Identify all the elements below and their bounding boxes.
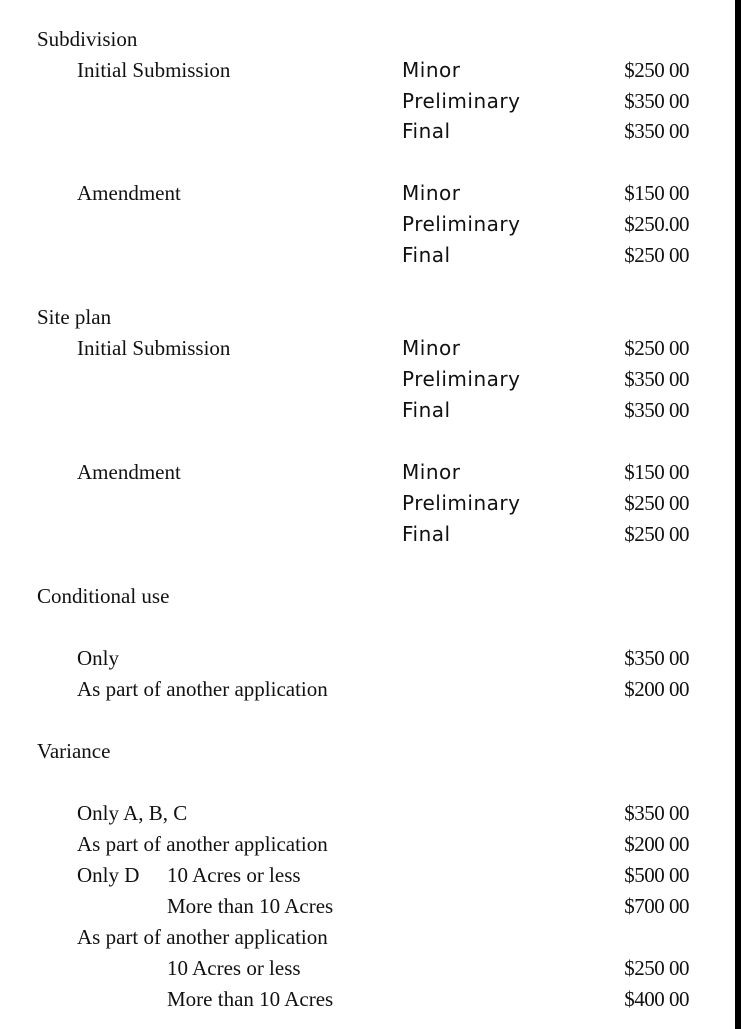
fee-row <box>0 829 735 860</box>
fee-amount: $350 00 <box>624 801 689 825</box>
level-label: Final <box>402 243 451 267</box>
fee-row <box>0 953 735 984</box>
fee-amount: $150 00 <box>624 181 689 205</box>
sub-item-label: More than 10 Acres <box>167 894 334 918</box>
section-heading-subdivision <box>0 24 735 55</box>
fee-row <box>0 674 735 705</box>
fee-row <box>0 488 735 519</box>
fee-amount: $200 00 <box>624 832 689 856</box>
level-label: Final <box>402 119 451 143</box>
section-title: Conditional use <box>37 584 170 608</box>
level-label: Minor <box>402 58 461 82</box>
fee-amount: $250 00 <box>624 956 689 980</box>
level-label: Final <box>402 398 451 422</box>
level-label: Minor <box>402 460 461 484</box>
section-heading-site-plan <box>0 302 735 333</box>
item-label: As part of another application <box>77 677 328 701</box>
fee-amount: $250 00 <box>624 522 689 546</box>
fee-amount: $250 00 <box>624 336 689 360</box>
item-label: Only <box>77 646 119 670</box>
item-label: Amendment <box>77 460 181 484</box>
sub-item-label: 10 Acres or less <box>167 956 301 980</box>
fee-amount: $500 00 <box>624 863 689 887</box>
item-label: Only A, B, C <box>77 801 188 825</box>
section-heading-conditional-use <box>0 581 735 612</box>
sub-item-label: More than 10 Acres <box>167 987 334 1011</box>
section-title: Variance <box>37 739 111 763</box>
fee-row <box>0 643 735 674</box>
fee-amount: $150 00 <box>624 460 689 484</box>
fee-row <box>0 519 735 550</box>
fee-amount: $250 00 <box>624 58 689 82</box>
fee-amount: $350 00 <box>624 367 689 391</box>
sub-item-label: 10 Acres or less <box>167 863 301 887</box>
fee-amount: $250.00 <box>624 212 689 236</box>
level-label: Preliminary <box>402 491 521 515</box>
fee-amount: $350 00 <box>624 119 689 143</box>
fee-amount: $350 00 <box>624 646 689 670</box>
item-label: As part of another application <box>77 925 328 949</box>
item-label: Initial Submission <box>77 58 231 82</box>
fee-row <box>0 55 735 86</box>
fee-row <box>0 395 735 426</box>
right-border-rule <box>735 0 741 1029</box>
fee-amount: $700 00 <box>624 894 689 918</box>
level-label: Preliminary <box>402 367 521 391</box>
fee-row <box>0 860 735 891</box>
fee-row <box>0 798 735 829</box>
section-heading-variance <box>0 736 735 767</box>
fee-row <box>0 240 735 271</box>
item-label: Amendment <box>77 181 181 205</box>
item-label: Initial Submission <box>77 336 231 360</box>
fee-row <box>0 209 735 240</box>
section-title: Subdivision <box>37 27 138 51</box>
section-title: Site plan <box>37 305 112 329</box>
fee-row <box>0 116 735 147</box>
fee-row <box>0 178 735 209</box>
fee-amount: $350 00 <box>624 89 689 113</box>
level-label: Preliminary <box>402 89 521 113</box>
level-label: Minor <box>402 336 461 360</box>
fee-amount: $350 00 <box>624 398 689 422</box>
level-label: Preliminary <box>402 212 521 236</box>
level-label: Minor <box>402 181 461 205</box>
fee-amount: $200 00 <box>624 677 689 701</box>
item-label: Only D <box>77 863 140 887</box>
fee-row <box>0 457 735 488</box>
fee-row <box>0 364 735 395</box>
fee-amount: $400 00 <box>624 987 689 1011</box>
fee-row <box>0 333 735 364</box>
fee-row <box>0 891 735 922</box>
fee-row <box>0 86 735 117</box>
fee-amount: $250 00 <box>624 243 689 267</box>
level-label: Final <box>402 522 451 546</box>
fee-amount: $250 00 <box>624 491 689 515</box>
fee-row <box>0 922 735 953</box>
fee-row <box>0 984 735 1015</box>
item-label: As part of another application <box>77 832 328 856</box>
